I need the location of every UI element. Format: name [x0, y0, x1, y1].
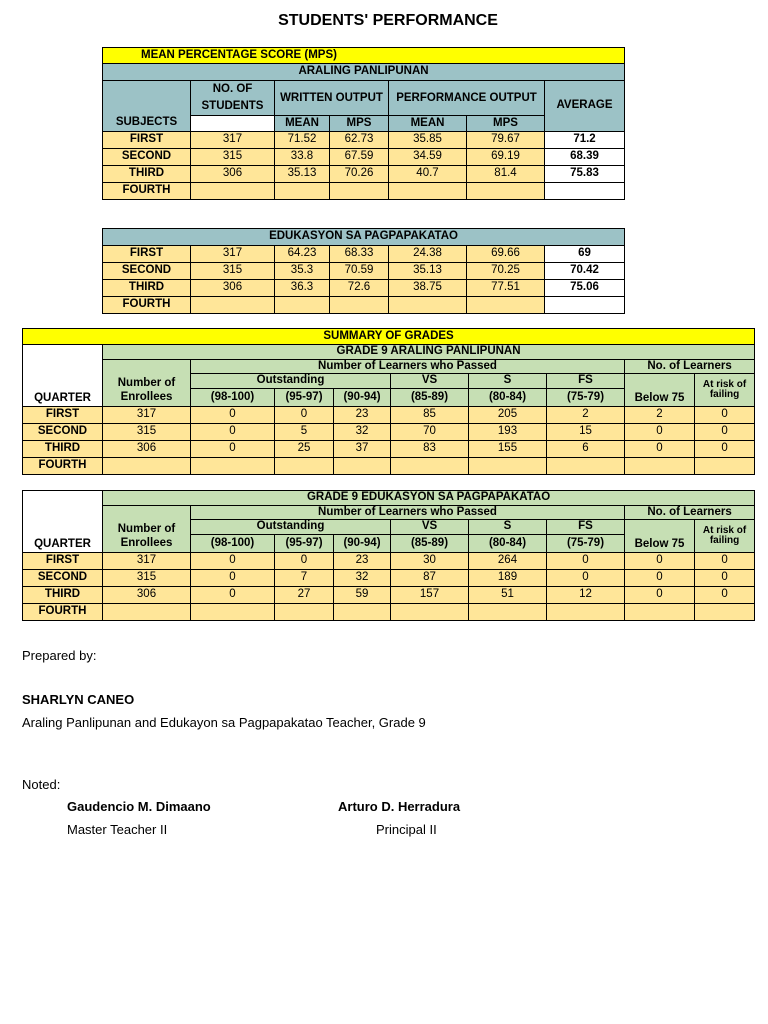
below-75-cell: 0 — [625, 553, 695, 570]
performance-mean-cell: 34.59 — [389, 149, 467, 166]
s-cell — [469, 604, 547, 621]
at-risk-cell — [695, 458, 755, 475]
average-cell: 68.39 — [545, 149, 625, 166]
vs-cell: 70 — [391, 424, 469, 441]
col-subjects: SUBJECTS — [103, 81, 191, 132]
s-cell: 189 — [469, 570, 547, 587]
summary-header: SUMMARY OF GRADES — [23, 329, 755, 345]
col-quarter: QUARTER — [23, 491, 103, 553]
average-cell: 69 — [545, 246, 625, 263]
enrollees-cell: 317 — [103, 407, 191, 424]
noter1-role: Master Teacher II — [67, 822, 168, 837]
summary-table-araling-panlipunan — [22, 328, 755, 475]
outstanding-98-100-cell — [191, 458, 275, 475]
performance-mps-cell: 77.51 — [467, 280, 545, 297]
empty-cell — [191, 116, 275, 132]
col-below-75: Below 75 — [625, 374, 695, 407]
range-95-97: (95-97) — [275, 535, 334, 553]
table-row — [103, 183, 625, 200]
table-row — [23, 604, 755, 621]
fs-cell: 15 — [547, 424, 625, 441]
written-mps-cell: 62.73 — [330, 132, 389, 149]
students-cell: 315 — [191, 149, 275, 166]
col-fs: FS — [547, 374, 625, 389]
mps-ap-rows — [103, 132, 625, 200]
summary-table-edukasyon — [22, 490, 755, 621]
col-outstanding: Outstanding — [191, 520, 391, 535]
written-mean-cell: 36.3 — [275, 280, 330, 297]
below-75-cell: 0 — [625, 570, 695, 587]
written-mean-cell — [275, 183, 330, 200]
col-s: S — [469, 374, 547, 389]
mps-esp-rows — [103, 246, 625, 314]
outstanding-90-94-cell: 59 — [334, 587, 391, 604]
col-s: S — [469, 520, 547, 535]
s-cell: 155 — [469, 441, 547, 458]
performance-mean-cell: 35.85 — [389, 132, 467, 149]
quarter-cell: THIRD — [103, 280, 191, 297]
written-mps-cell — [330, 297, 389, 314]
fs-cell: 0 — [547, 570, 625, 587]
col-no-of-learners: No. of Learners — [625, 360, 755, 374]
fs-cell: 0 — [547, 553, 625, 570]
quarter-cell: FIRST — [23, 407, 103, 424]
quarter-cell: THIRD — [23, 441, 103, 458]
enrollees-cell: 306 — [103, 441, 191, 458]
performance-mps-cell: 81.4 — [467, 166, 545, 183]
outstanding-98-100-cell — [191, 604, 275, 621]
outstanding-90-94-cell: 37 — [334, 441, 391, 458]
vs-cell: 87 — [391, 570, 469, 587]
table-row — [103, 263, 625, 280]
written-mps-cell: 68.33 — [330, 246, 389, 263]
range-80-84: (80-84) — [469, 389, 547, 407]
noter2-name: Arturo D. Herradura — [338, 799, 461, 814]
table-row — [23, 441, 755, 458]
range-98-100: (98-100) — [191, 389, 275, 407]
range-90-94: (90-94) — [334, 389, 391, 407]
quarter-cell: FOURTH — [103, 297, 191, 314]
quarter-cell: THIRD — [103, 166, 191, 183]
outstanding-98-100-cell: 0 — [191, 441, 275, 458]
fs-cell — [547, 604, 625, 621]
written-mps-cell — [330, 183, 389, 200]
range-98-100: (98-100) — [191, 535, 275, 553]
outstanding-98-100-cell: 0 — [191, 553, 275, 570]
col-mps: MPS — [330, 116, 389, 132]
quarter-cell: FOURTH — [23, 604, 103, 621]
students-cell: 306 — [191, 166, 275, 183]
vs-cell: 83 — [391, 441, 469, 458]
at-risk-cell: 0 — [695, 424, 755, 441]
performance-mps-cell: 69.19 — [467, 149, 545, 166]
quarter-cell: SECOND — [23, 424, 103, 441]
summary-ap-rows — [23, 407, 755, 475]
students-cell — [191, 183, 275, 200]
outstanding-90-94-cell: 32 — [334, 424, 391, 441]
s-cell: 264 — [469, 553, 547, 570]
at-risk-cell: 0 — [695, 441, 755, 458]
written-mean-cell: 35.13 — [275, 166, 330, 183]
outstanding-98-100-cell: 0 — [191, 424, 275, 441]
noted-label: Noted: — [22, 777, 61, 792]
preparer-role: Araling Panlipunan and Edukayon sa Pagpapakatao Teacher, Grade 9 — [22, 715, 426, 730]
quarter-cell: THIRD — [23, 587, 103, 604]
col-vs: VS — [391, 520, 469, 535]
written-mean-cell: 64.23 — [275, 246, 330, 263]
average-cell — [545, 183, 625, 200]
at-risk-cell — [695, 604, 755, 621]
performance-mps-cell — [467, 183, 545, 200]
col-enrollees: Number of Enrollees — [103, 506, 191, 553]
vs-cell: 157 — [391, 587, 469, 604]
outstanding-90-94-cell: 32 — [334, 570, 391, 587]
col-at-risk: At risk of failing — [695, 520, 755, 553]
performance-mean-cell: 40.7 — [389, 166, 467, 183]
preparer-name: SHARLYN CANEO — [22, 692, 135, 707]
average-cell: 70.42 — [545, 263, 625, 280]
col-written-output: WRITTEN OUTPUT — [275, 81, 389, 116]
students-cell: 306 — [191, 280, 275, 297]
col-no-of-students: NO. OF STUDENTS — [191, 81, 275, 116]
grade-title: GRADE 9 ARALING PANLIPUNAN — [103, 345, 755, 360]
performance-mps-cell: 70.25 — [467, 263, 545, 280]
written-mean-cell: 35.3 — [275, 263, 330, 280]
outstanding-98-100-cell: 0 — [191, 407, 275, 424]
vs-cell: 30 — [391, 553, 469, 570]
written-mps-cell: 67.59 — [330, 149, 389, 166]
mps-header: MEAN PERCENTAGE SCORE (MPS) — [103, 48, 625, 64]
fs-cell: 2 — [547, 407, 625, 424]
noter1-name: Gaudencio M. Dimaano — [67, 799, 211, 814]
written-mps-cell: 72.6 — [330, 280, 389, 297]
written-mps-cell: 70.59 — [330, 263, 389, 280]
quarter-cell: FIRST — [23, 553, 103, 570]
col-performance-output: PERFORMANCE OUTPUT — [389, 81, 545, 116]
table-row — [103, 132, 625, 149]
average-cell: 75.06 — [545, 280, 625, 297]
performance-mean-cell: 24.38 — [389, 246, 467, 263]
s-cell: 193 — [469, 424, 547, 441]
col-enrollees: Number of Enrollees — [103, 360, 191, 407]
vs-cell — [391, 458, 469, 475]
average-cell — [545, 297, 625, 314]
quarter-cell: FOURTH — [103, 183, 191, 200]
written-mean-cell: 71.52 — [275, 132, 330, 149]
range-75-79: (75-79) — [547, 535, 625, 553]
fs-cell: 6 — [547, 441, 625, 458]
below-75-cell: 2 — [625, 407, 695, 424]
vs-cell — [391, 604, 469, 621]
outstanding-95-97-cell: 7 — [275, 570, 334, 587]
table-row — [23, 424, 755, 441]
below-75-cell: 0 — [625, 424, 695, 441]
at-risk-cell: 0 — [695, 587, 755, 604]
average-cell: 71.2 — [545, 132, 625, 149]
quarter-cell: SECOND — [23, 570, 103, 587]
col-no-of-learners: No. of Learners — [625, 506, 755, 520]
mps-table-araling-panlipunan — [102, 47, 625, 200]
col-mean: MEAN — [389, 116, 467, 132]
range-85-89: (85-89) — [391, 535, 469, 553]
at-risk-cell: 0 — [695, 553, 755, 570]
students-cell: 317 — [191, 132, 275, 149]
table-row — [23, 458, 755, 475]
written-mean-cell: 33.8 — [275, 149, 330, 166]
below-75-cell: 0 — [625, 441, 695, 458]
enrollees-cell: 306 — [103, 587, 191, 604]
page-title: STUDENTS' PERFORMANCE — [278, 12, 498, 29]
table-row — [103, 149, 625, 166]
fs-cell: 12 — [547, 587, 625, 604]
below-75-cell — [625, 458, 695, 475]
col-quarter: QUARTER — [23, 345, 103, 407]
outstanding-90-94-cell — [334, 458, 391, 475]
col-mps: MPS — [467, 116, 545, 132]
outstanding-90-94-cell: 23 — [334, 553, 391, 570]
table-row — [23, 553, 755, 570]
outstanding-95-97-cell — [275, 604, 334, 621]
range-95-97: (95-97) — [275, 389, 334, 407]
at-risk-cell: 0 — [695, 407, 755, 424]
col-passed: Number of Learners who Passed — [191, 360, 625, 374]
quarter-cell: SECOND — [103, 263, 191, 280]
noter2-role: Principal II — [376, 822, 437, 837]
table-row — [23, 407, 755, 424]
col-vs: VS — [391, 374, 469, 389]
vs-cell: 85 — [391, 407, 469, 424]
table-row — [103, 280, 625, 297]
fs-cell — [547, 458, 625, 475]
outstanding-95-97-cell: 27 — [275, 587, 334, 604]
outstanding-95-97-cell: 25 — [275, 441, 334, 458]
quarter-cell: FOURTH — [23, 458, 103, 475]
s-cell — [469, 458, 547, 475]
s-cell: 205 — [469, 407, 547, 424]
at-risk-cell: 0 — [695, 570, 755, 587]
table-row — [103, 166, 625, 183]
col-at-risk: At risk of failing — [695, 374, 755, 407]
range-85-89: (85-89) — [391, 389, 469, 407]
summary-esp-rows — [23, 553, 755, 621]
written-mps-cell: 70.26 — [330, 166, 389, 183]
outstanding-95-97-cell: 0 — [275, 407, 334, 424]
col-below-75: Below 75 — [625, 520, 695, 553]
s-cell: 51 — [469, 587, 547, 604]
grade-title: GRADE 9 EDUKASYON SA PAGPAPAKATAO — [103, 491, 755, 506]
range-80-84: (80-84) — [469, 535, 547, 553]
below-75-cell: 0 — [625, 587, 695, 604]
enrollees-cell: 315 — [103, 570, 191, 587]
outstanding-95-97-cell: 5 — [275, 424, 334, 441]
average-cell: 75.83 — [545, 166, 625, 183]
range-75-79: (75-79) — [547, 389, 625, 407]
col-outstanding: Outstanding — [191, 374, 391, 389]
col-average: AVERAGE — [545, 81, 625, 132]
performance-mean-cell — [389, 183, 467, 200]
col-passed: Number of Learners who Passed — [191, 506, 625, 520]
table-row — [103, 246, 625, 263]
students-cell — [191, 297, 275, 314]
enrollees-cell — [103, 604, 191, 621]
quarter-cell: SECOND — [103, 149, 191, 166]
below-75-cell — [625, 604, 695, 621]
outstanding-98-100-cell: 0 — [191, 570, 275, 587]
outstanding-95-97-cell — [275, 458, 334, 475]
students-cell: 317 — [191, 246, 275, 263]
written-mean-cell — [275, 297, 330, 314]
subject-title: ARALING PANLIPUNAN — [103, 64, 625, 81]
range-90-94: (90-94) — [334, 535, 391, 553]
col-mean: MEAN — [275, 116, 330, 132]
col-fs: FS — [547, 520, 625, 535]
outstanding-98-100-cell: 0 — [191, 587, 275, 604]
performance-mps-cell — [467, 297, 545, 314]
performance-mean-cell: 38.75 — [389, 280, 467, 297]
enrollees-cell: 315 — [103, 424, 191, 441]
prepared-by-label: Prepared by: — [22, 648, 97, 663]
table-row — [103, 297, 625, 314]
performance-mps-cell: 69.66 — [467, 246, 545, 263]
performance-mean-cell — [389, 297, 467, 314]
outstanding-90-94-cell: 23 — [334, 407, 391, 424]
table-row — [23, 587, 755, 604]
enrollees-cell: 317 — [103, 553, 191, 570]
performance-mean-cell: 35.13 — [389, 263, 467, 280]
performance-mps-cell: 79.67 — [467, 132, 545, 149]
mps-table-edukasyon — [102, 228, 625, 314]
outstanding-95-97-cell: 0 — [275, 553, 334, 570]
outstanding-90-94-cell — [334, 604, 391, 621]
subject-title: EDUKASYON SA PAGPAPAKATAO — [103, 229, 625, 246]
table-row — [23, 570, 755, 587]
enrollees-cell — [103, 458, 191, 475]
quarter-cell: FIRST — [103, 246, 191, 263]
quarter-cell: FIRST — [103, 132, 191, 149]
students-cell: 315 — [191, 263, 275, 280]
